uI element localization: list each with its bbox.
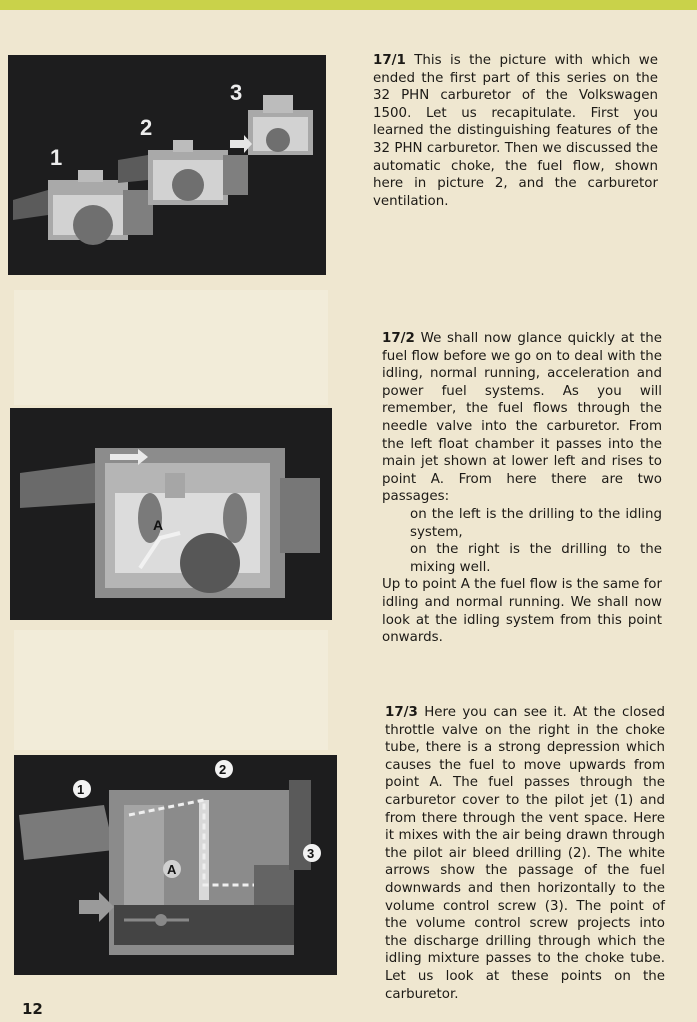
figure-17-3 xyxy=(14,755,337,975)
figure-17-1 xyxy=(8,55,326,275)
carburetor-3-drawing xyxy=(230,95,313,155)
callout-2: 2 xyxy=(219,762,227,777)
figure-17-1-illustration xyxy=(8,55,326,275)
figure-17-2 xyxy=(10,408,332,620)
callout-A: A xyxy=(167,862,177,877)
callout-1: 1 xyxy=(77,782,85,797)
figure-label-3: 3 xyxy=(230,80,243,105)
paragraph-17-1 xyxy=(373,52,658,210)
section-number-17-2: 17/2 xyxy=(382,331,415,346)
paragraph-17-3 xyxy=(385,704,665,1003)
figure-label-2: 2 xyxy=(140,115,153,140)
page-number: 12 xyxy=(22,1000,43,1018)
paragraph-17-1-text: This is the picture with which we ended the first part of this series on the 32 PHN carburetor of the Volkswagen 1500. Let us recapitulate. First you learned the distinguishing features of the 32 PHN carburetor. Then we discussed the automatic choke, the fuel flow, shown here in picture 2, and the carburetor ventilation. xyxy=(373,53,658,209)
passage-left-item: on the left is the drilling to the idling system, xyxy=(410,506,662,540)
top-color-strip xyxy=(0,0,697,10)
callout-3: 3 xyxy=(307,846,315,861)
blank-panel-1 xyxy=(14,290,328,405)
figure-label-A: A xyxy=(153,517,164,533)
paragraph-17-2-intro: We shall now glance quickly at the fuel flow before we go on to deal with the idling, normal running, acceleration and power fuel systems. As you will remember, the fuel flows through the needle valve into the carburetor. From the left float chamber it passes into the main jet shown at lower left and rises to point A. From here there are two passages: xyxy=(382,331,662,505)
paragraph-17-3-text: Here you can see it. At the closed throttle valve on the right in the choke tube, there is a strong depression which causes the fuel to move upwards from point A. The fuel passes through the carburetor cover to the pilot jet (1) and from there through the vent space. Here it mixes with the air being drawn through the pilot air bleed drilling (2). The white arrows show the passage of the fuel downwards and then horizontally to the volume control screw (3). The point of the volume control screw projects into the discharge drilling through which the idling mixture passes to the choke tube. Let us look at these points on the carburetor. xyxy=(385,705,665,1002)
passage-right-item: on the right is the drilling to the mixing well. xyxy=(410,542,662,575)
figure-17-2-illustration xyxy=(10,408,332,620)
section-number-17-1: 17/1 xyxy=(373,53,406,68)
blank-panel-2 xyxy=(14,630,328,750)
figure-label-1: 1 xyxy=(50,145,63,170)
paragraph-17-2 xyxy=(382,330,662,647)
paragraph-17-2-outro: Up to point A the fuel flow is the same for idling and normal running. We shall now look at the idling system from this point onwards. xyxy=(382,577,662,646)
figure-17-3-illustration xyxy=(14,755,337,975)
section-number-17-3: 17/3 xyxy=(385,705,418,720)
